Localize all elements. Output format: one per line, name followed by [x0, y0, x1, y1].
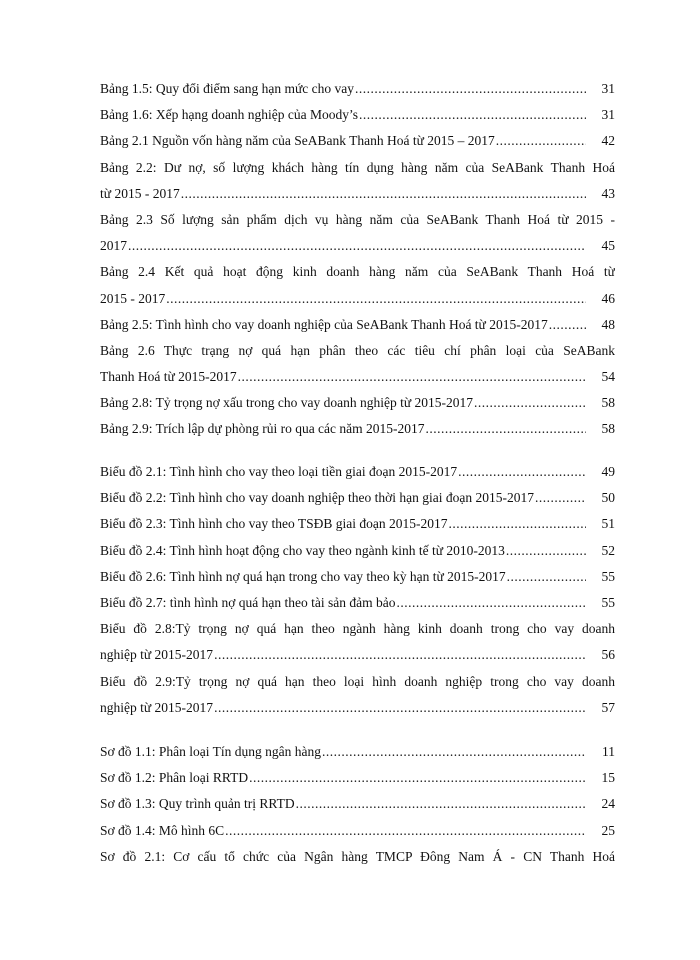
- toc-entry-line: [100, 485, 615, 511]
- toc-entry-page-number: 48: [601, 316, 615, 332]
- dot-leader: [322, 739, 586, 765]
- toc-entry-line: [100, 564, 615, 590]
- toc-entry-page-number: 24: [601, 796, 615, 812]
- toc-entry: [100, 102, 615, 128]
- toc-entry-line: [100, 511, 615, 537]
- toc-entry-label: Bảng 2.9: Trích lập dự phòng rủi ro qua các năm 2015-2017: [100, 421, 425, 437]
- toc-entry-page-number: 55: [601, 594, 615, 610]
- toc-entry-page-number: 45: [601, 238, 615, 254]
- toc-entry-line: [100, 390, 615, 416]
- toc-entry-page-number: 57: [601, 699, 615, 715]
- list-of-diagrams: [100, 739, 615, 870]
- dot-leader: [506, 538, 586, 564]
- toc-entry-label: Sơ đồ 1.3: Quy trình quản trị RRTD: [100, 796, 295, 812]
- toc-entry: [100, 338, 615, 390]
- toc-entry-line: [100, 233, 615, 259]
- toc-entry-line: [100, 538, 615, 564]
- toc-entry-first-line: Biểu đồ 2.9:Tỷ trọng nợ quá hạn theo loại hình doanh nghiệp trong cho vay doanh: [100, 673, 615, 689]
- toc-entry-line: [100, 76, 615, 102]
- toc-entry: [100, 765, 615, 791]
- toc-entry: [100, 259, 615, 311]
- toc-entry-label: Biểu đồ 2.1: Tình hình cho vay theo loại tiền giai đoạn 2015-2017: [100, 464, 458, 479]
- toc-entry-page-number: 43: [601, 185, 615, 201]
- toc-entry-first-line: Sơ đồ 2.1: Cơ cấu tổ chức của Ngân hàng TMCP Đông Nam Á - CN Thanh Hoá: [100, 848, 615, 864]
- toc-entry-label: Sơ đồ 1.4: Mô hình 6C: [100, 822, 225, 838]
- toc-entry: [100, 616, 615, 668]
- toc-entry-first-line: Bảng 2.4 Kết quả hoạt động kinh doanh hàng năm của SeABank Thanh Hoá từ: [100, 264, 615, 280]
- toc-entry-first-line: Bảng 2.6 Thực trạng nợ quá hạn phân theo các tiêu chí phân loại của SeABank: [100, 342, 615, 358]
- dot-leader: [474, 390, 586, 416]
- dot-leader: [426, 416, 586, 442]
- toc-entry: [100, 390, 615, 416]
- toc-entry: [100, 312, 615, 338]
- dot-leader: [238, 364, 586, 390]
- toc-entry: [100, 791, 615, 817]
- toc-entry-label: Bảng 2.8: Tỷ trọng nợ xấu trong cho vay doanh nghiệp từ 2015-2017: [100, 395, 474, 411]
- toc-entry-label: Biểu đồ 2.7: tình hình nợ quá hạn theo tài sản đảm bảo: [100, 594, 396, 610]
- toc-entry-label: nghiệp từ 2015-2017: [100, 647, 214, 663]
- dot-leader: [507, 564, 586, 590]
- toc-entry-label: Biểu đồ 2.4: Tình hình hoạt động cho vay theo ngành kinh tế từ 2010-2013: [100, 542, 505, 558]
- toc-entry: [100, 739, 615, 765]
- toc-entry-line: [100, 695, 615, 721]
- list-of-charts: [100, 459, 615, 721]
- toc-entry-page-number: 49: [601, 464, 615, 479]
- toc-entry-label: nghiệp từ 2015-2017: [100, 699, 214, 715]
- dot-leader: [355, 76, 586, 102]
- toc-entry: [100, 155, 615, 207]
- dot-leader: [359, 102, 586, 128]
- toc-entry-line: [100, 590, 615, 616]
- toc-entry: [100, 485, 615, 511]
- toc-entry-page-number: 50: [601, 490, 615, 506]
- toc-entry-page-number: 52: [601, 542, 615, 558]
- toc-entry: [100, 538, 615, 564]
- dot-leader: [214, 642, 586, 668]
- toc-entry-page-number: 42: [601, 133, 615, 149]
- toc-entry-line: [100, 416, 615, 442]
- toc-entry-first-line: Bảng 2.3 Số lượng sản phẩm dịch vụ hàng năm của SeABank Thanh Hoá từ 2015 -: [100, 211, 615, 227]
- toc-entry-line: [100, 765, 615, 791]
- toc-entry-page-number: 54: [601, 369, 615, 385]
- toc-entry-label: Bảng 1.5: Quy đổi điểm sang hạn mức cho vay: [100, 81, 355, 96]
- toc-entry-page-number: 11: [602, 744, 615, 759]
- toc-entry-line: [100, 739, 615, 765]
- toc-entry: [100, 564, 615, 590]
- toc-entry-page-number: 55: [601, 568, 615, 584]
- toc-entry-label: từ 2015 - 2017: [100, 185, 180, 201]
- toc-entry-label: 2015 - 2017: [100, 290, 166, 306]
- toc-entry-page-number: 15: [601, 770, 615, 786]
- toc-entry: [100, 590, 615, 616]
- toc-entry-page-number: 25: [601, 822, 615, 838]
- toc-entry-label: Biểu đồ 2.2: Tình hình cho vay doanh nghiệp theo thời hạn giai đoạn 2015-2017: [100, 490, 534, 506]
- toc-entry: [100, 818, 615, 844]
- dot-leader: [166, 286, 586, 312]
- toc-entry-page-number: 46: [601, 290, 615, 306]
- toc-entry: [100, 844, 615, 870]
- toc-entry-label: Thanh Hoá từ 2015-2017: [100, 369, 237, 385]
- toc-entry-label: Sơ đồ 1.2: Phân loại RRTD: [100, 770, 249, 786]
- toc-entry: [100, 128, 615, 154]
- dot-leader: [249, 765, 586, 791]
- toc-entry-first-line: Biểu đồ 2.8:Tỷ trọng nợ quá hạn theo ngành hàng kinh doanh trong cho vay doanh: [100, 621, 615, 637]
- toc-entry-line: [100, 102, 615, 128]
- toc-entry-label: Bảng 2.5: Tình hình cho vay doanh nghiệp của SeABank Thanh Hoá từ 2015-2017: [100, 316, 548, 332]
- dot-leader: [214, 695, 586, 721]
- toc-entry-first-line: Bảng 2.2: Dư nợ, số lượng khách hàng tín dụng hàng năm của SeABank Thanh Hoá: [100, 159, 615, 175]
- dot-leader: [396, 590, 586, 616]
- toc-entry: [100, 416, 615, 442]
- dot-leader: [296, 791, 586, 817]
- dot-leader: [181, 181, 586, 207]
- dot-leader: [448, 511, 586, 537]
- toc-entry-page-number: 58: [601, 421, 615, 437]
- toc-entry-label: Sơ đồ 1.1: Phân loại Tín dụng ngân hàng: [100, 744, 322, 759]
- toc-entry: [100, 76, 615, 102]
- dot-leader: [458, 459, 586, 485]
- list-of-tables: [100, 76, 615, 443]
- toc-entry-page-number: 56: [601, 647, 615, 663]
- toc-entry-line: [100, 818, 615, 844]
- toc-entry-line: [100, 791, 615, 817]
- toc-entry-label: Bảng 1.6: Xếp hạng doanh nghiệp của Moody’s: [100, 107, 358, 123]
- toc-entry-line: [100, 364, 615, 390]
- toc-entry-label: Biểu đồ 2.3: Tình hình cho vay theo TSĐB giai đoạn 2015-2017: [100, 516, 448, 532]
- toc-entry-label: Biểu đồ 2.6: Tình hình nợ quá hạn trong cho vay theo kỳ hạn từ 2015-2017: [100, 568, 506, 584]
- dot-leader: [535, 485, 586, 511]
- toc-entry-line: [100, 312, 615, 338]
- toc-entry-line: [100, 181, 615, 207]
- toc-entry: [100, 669, 615, 721]
- toc-entry-page-number: 31: [601, 81, 615, 96]
- dot-leader: [496, 128, 586, 154]
- toc-entry-page-number: 51: [601, 516, 615, 532]
- toc-entry-label: Bảng 2.1 Nguồn vốn hàng năm của SeABank Thanh Hoá từ 2015 – 2017: [100, 133, 495, 149]
- toc-entry-line: [100, 128, 615, 154]
- toc-entry-page-number: 31: [601, 107, 615, 123]
- toc-entry-line: [100, 286, 615, 312]
- toc-entry: [100, 207, 615, 259]
- toc-entry-line: [100, 642, 615, 668]
- toc-entry-page-number: 58: [601, 395, 615, 411]
- toc-entry: [100, 511, 615, 537]
- toc-entry-line: [100, 459, 615, 485]
- toc-entry-label: 2017: [100, 238, 127, 254]
- dot-leader: [549, 312, 586, 338]
- dot-leader: [128, 233, 586, 259]
- toc-entry: [100, 459, 615, 485]
- dot-leader: [225, 818, 586, 844]
